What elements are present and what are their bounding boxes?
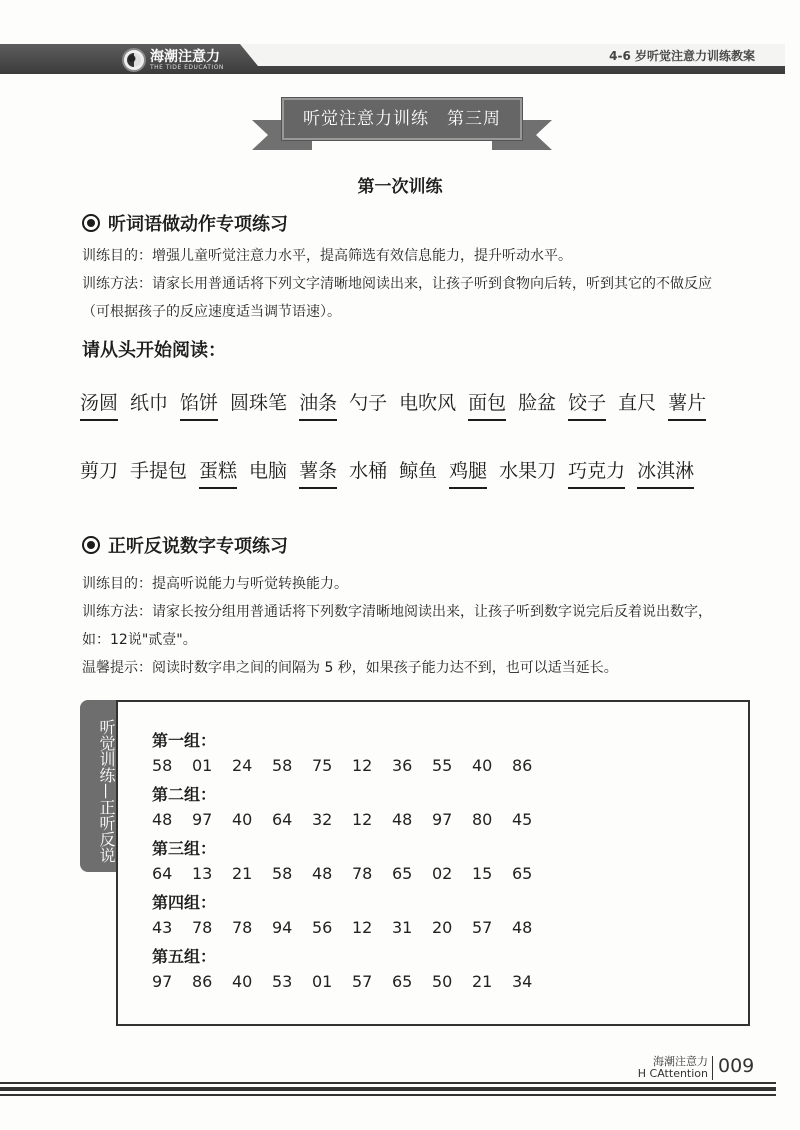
section1-title: 听词语做动作专项练习 [108,214,288,235]
number-item: 78 [232,918,253,937]
session-title: 第一次训练 [357,177,443,197]
number-item: 78 [192,918,213,937]
food-word: 蛋糕 [199,456,249,489]
footer-rule-mid [0,1087,776,1091]
number-row [152,972,552,991]
number-item: 75 [312,756,333,775]
word: 脸盆 [518,392,557,414]
section2-purpose: 训练目的：提高听说能力与听觉转换能力。 [82,576,348,592]
word: 电脑 [249,460,288,482]
section1-method: 训练方法：请家长用普通话将下列文字清晰地阅读出来，让孩子听到食物向后转，听到其它的不做反应（可根据孩子的反应速度适当调节语速）。 [82,276,712,320]
footer-brand [638,1056,708,1080]
number-item: 55 [432,756,453,775]
doc-title: 4-6 岁听觉注意力训练教案 [609,49,755,63]
header-bar [0,44,785,82]
number-groups-box [116,700,750,1026]
brand-name-en: THE TIDE EDUCATION [150,64,224,71]
word: 直尺 [618,392,657,414]
word: 圆珠笔 [230,392,288,414]
brand-logo-icon [122,48,146,72]
number-row [152,810,552,829]
number-item: 24 [232,756,253,775]
section1-purpose: 训练目的：增强儿童听觉注意力水平，提高筛选有效信息能力，提升听动水平。 [82,248,572,264]
number-item: 21 [472,972,493,991]
number-item: 13 [192,864,213,883]
number-item: 80 [472,810,493,829]
number-item: 86 [512,756,533,775]
number-item: 31 [392,918,413,937]
number-item: 45 [512,810,533,829]
food-word: 鸡腿 [449,456,499,489]
number-item: 64 [272,810,293,829]
bullet-circle-icon [82,536,100,554]
section1-heading [82,210,288,236]
word: 手提包 [130,460,188,482]
number-item: 21 [232,864,253,883]
food-word: 面包 [468,388,518,421]
number-item: 15 [472,864,493,883]
number-item: 86 [192,972,213,991]
footer-rule-bottom [0,1094,776,1096]
word-row-2 [80,456,730,489]
section2-method: 训练方法：请家长按分组用普通话将下列数字清晰地阅读出来，让孩子听到数字说完后反着说出数字，如：12说"贰壹"。 [82,604,712,648]
footer-separator [712,1056,713,1080]
word: 勺子 [349,392,388,414]
word: 电吹风 [399,392,457,414]
word-row-1 [80,388,730,421]
number-item: 56 [312,918,333,937]
page-number: 009 [718,1055,755,1077]
section2-heading [82,532,288,558]
brand-name: 海潮注意力 [150,49,220,65]
number-item: 78 [352,864,373,883]
number-item: 40 [232,972,253,991]
number-item: 97 [152,972,173,991]
number-item: 65 [392,972,413,991]
number-item: 65 [512,864,533,883]
number-item: 20 [432,918,453,937]
number-item: 48 [392,810,413,829]
word: 纸巾 [130,392,169,414]
number-item: 57 [472,918,493,937]
group-label: 第二组： [152,785,217,804]
number-item: 12 [352,810,373,829]
number-item: 65 [392,864,413,883]
food-word: 馅饼 [180,388,230,421]
word: 水桶 [349,460,388,482]
number-item: 36 [392,756,413,775]
section2-tip: 温馨提示：阅读时数字串之间的间隔为 5 秒，如果孩子能力达不到，也可以适当延长。 [82,660,618,676]
number-item: 48 [152,810,173,829]
number-row [152,864,552,883]
number-item: 32 [312,810,333,829]
number-item: 01 [312,972,333,991]
side-tab: 听觉训练—正听反说 [80,700,116,872]
food-word: 薯条 [299,456,349,489]
group-label: 第四组： [152,893,217,912]
read-prompt: 请从头开始阅读： [82,340,226,361]
footer-brand-en: H CAttention [637,1067,708,1080]
food-word: 油条 [299,388,349,421]
number-item: 53 [272,972,293,991]
word: 鲸鱼 [399,460,438,482]
group-label: 第一组： [152,731,217,750]
food-word: 冰淇淋 [637,456,706,489]
number-item: 12 [352,918,373,937]
word: 剪刀 [80,460,119,482]
number-item: 34 [512,972,533,991]
number-item: 57 [352,972,373,991]
number-item: 50 [432,972,453,991]
number-item: 40 [472,756,493,775]
footer-rule-top [0,1082,776,1084]
number-item: 01 [192,756,213,775]
food-word: 巧克力 [568,456,637,489]
group-label: 第三组： [152,839,217,858]
number-item: 58 [272,864,293,883]
number-row [152,918,552,937]
word: 水果刀 [499,460,557,482]
food-word: 汤圆 [80,388,130,421]
number-item: 64 [152,864,173,883]
number-item: 97 [192,810,213,829]
number-row [152,756,552,775]
number-item: 43 [152,918,173,937]
number-item: 48 [312,864,333,883]
food-word: 饺子 [568,388,618,421]
week-banner [252,94,552,160]
number-item: 12 [352,756,373,775]
number-item: 58 [272,756,293,775]
bullet-circle-icon [82,214,100,232]
week-banner-title: 听觉注意力训练 第三周 [282,98,522,140]
number-item: 02 [432,864,453,883]
food-word: 薯片 [668,388,718,421]
number-item: 40 [232,810,253,829]
section2-title: 正听反说数字专项练习 [108,536,288,557]
number-item: 97 [432,810,453,829]
number-item: 94 [272,918,293,937]
number-item: 48 [512,918,533,937]
footer-brand-name: 海潮注意力 [653,1055,708,1068]
group-label: 第五组： [152,947,217,966]
number-item: 58 [152,756,173,775]
